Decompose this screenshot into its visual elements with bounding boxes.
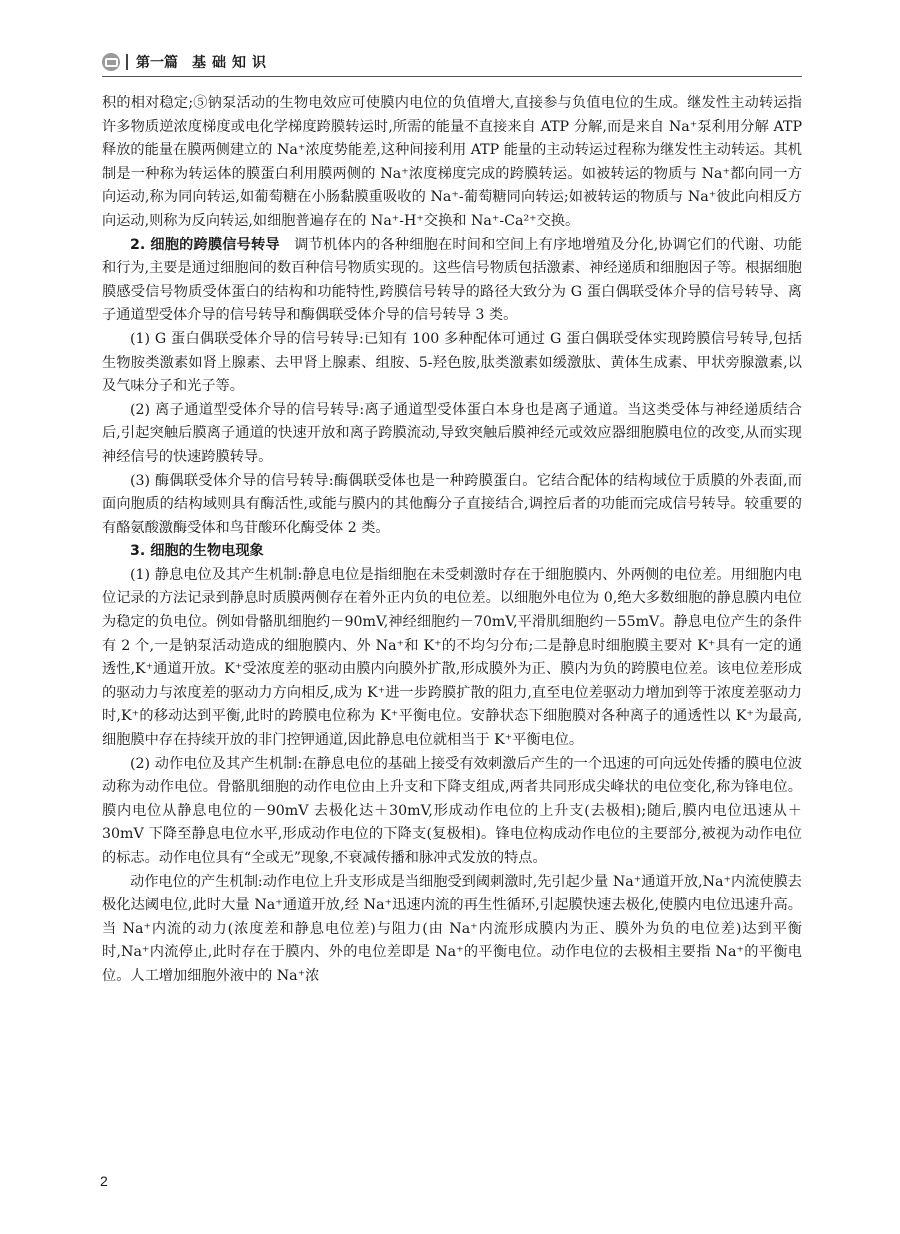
paragraph-6: (1) 静息电位及其产生机制:静息电位是指细胞在未受刺激时存在于细胞膜内、外两侧的电位差。用细胞内电位记录的方法记录到静息时质膜两侧存在着外正内负的电位差。以细胞外电位为 0,绝大多数细胞的静息膜内电位为稳定的负电位。例如骨骼肌细胞约－90mV,神经细胞约－70mV,平滑肌细胞约－55mV。静息电位产生的条件有 2 个,一是钠泵活动造成的细胞膜内、外 Na⁺和 K⁺的不均匀分布;二是静息时细胞膜主要对 K⁺具有一定的通透性,K⁺通道开放。K⁺受浓度差的驱动由膜内向膜外扩散,形成膜外为正、膜内为负的跨膜电位差。该电位差形成的驱动力与浓度差的驱动力方向相反,成为 K⁺进一步跨膜扩散的阻力,直至电位差驱动力增加到等于浓度差驱动力时,K⁺的移动达到平衡,此时的跨膜电位称为 K⁺平衡电位。安静状态下细胞膜对各种离子的通透性以 K⁺为最高,细胞膜中存在持续开放的非门控钾通道,因此静息电位就相当于 K⁺平衡电位。: [102, 566, 802, 749]
paragraph-5: (3) 酶偶联受体介导的信号转导:酶偶联受体也是一种跨膜蛋白。它结合配体的结构域位于质膜的外表面,而面向胞质的结构域则具有酶活性,或能与膜内的其他酶分子直接结合,调控后者的功能而完成信号转导。较重要的有酪氨酸激酶受体和鸟苷酸环化酶受体 2 类。: [102, 472, 802, 536]
running-header: [102, 50, 802, 74]
header-divider: [126, 54, 128, 70]
paragraph-2-text: 调节机体内的各种细胞在时间和空间上有序地增殖及分化,协调它们的代谢、功能和行为,主要是通过细胞间的数百种信号物质实现的。这些信号物质包括激素、神经递质和细胞因子等。根据细胞膜感受信号物质受体蛋白的结构和功能特性,跨膜信号转导的路径大致分为 G 蛋白偶联受体介导的信号转导、离子通道型受体介导的信号转导和酶偶联受体介导的信号转导 3 类。: [102, 236, 802, 324]
paragraph-4: (2) 离子通道型受体介导的信号转导:离子通道型受体蛋白本身也是离子通道。当这类受体与神经递质结合后,引起突触后膜离子通道的快速开放和离子跨膜流动,导致突触后膜神经元或效应器细胞膜电位的改变,从而实现神经信号的快速跨膜转导。: [102, 401, 802, 465]
paragraph-3: (1) G 蛋白偶联受体介导的信号转导:已知有 100 多种配体可通过 G 蛋白偶联受体实现跨膜信号转导,包括生物胺类激素如肾上腺素、去甲肾上腺素、组胺、5-羟色胺,肽类激素如缓激肽、黄体生成素、甲状旁腺激素,以及气味分子和光子等。: [102, 330, 802, 395]
paragraph-7: (2) 动作电位及其产生机制:在静息电位的基础上接受有效刺激后产生的一个迅速的可向远处传播的膜电位波动称为动作电位。骨骼肌细胞的动作电位由上升支和下降支组成,两者共同形成尖峰状的电位变化,称为锋电位。膜内电位从静息电位的－90mV 去极化达＋30mV,形成动作电位的上升支(去极相);随后,膜内电位迅速从＋30mV 下降至静息电位水平,形成动作电位的下降支(复极相)。锋电位构成动作电位的主要部分,被视为动作电位的标志。动作电位具有“全或无”现象,不衰减传播和脉冲式发放的特点。: [102, 755, 802, 866]
paragraph-8: 动作电位的产生机制:动作电位上升支形成是当细胞受到阈刺激时,先引起少量 Na⁺通道开放,Na⁺内流使膜去极化达阈电位,此时大量 Na⁺通道开放,经 Na⁺迅速内流的再生性循环,引起膜快速去极化,使膜内电位迅速升高。当 Na⁺内流的动力(浓度差和静息电位差)与阻力(由 Na⁺内流形成膜内为正、膜外为负的电位差)达到平衡时,Na⁺内流停止,此时存在于膜内、外的电位差即是 Na⁺的平衡电位。动作电位的去极相主要指 Na⁺的平衡电位。人工增加细胞外液中的 Na⁺浓: [102, 873, 802, 984]
paragraph-2: [102, 234, 802, 328]
paragraph-1: 积的相对稳定;⑤钠泵活动的生物电效应可使膜内电位的负值增大,直接参与负值电位的生成。继发性主动转运指许多物质逆浓度梯度或电化学梯度跨膜转运时,所需的能量不直接来自 ATP 分解,而是来自 Na⁺泵利用分解 ATP 释放的能量在膜两侧建立的 Na⁺浓度势能差,这种间接利用 ATP 能量的主动转运过程称为继发性主动转运。其机制是一种称为转运体的膜蛋白利用膜两侧的 Na⁺浓度梯度完成的跨膜转运。如被转运的物质与 Na⁺都向同一方向运动,称为同向转运,如葡萄糖在小肠黏膜重吸收的 Na⁺-葡萄糖同向转运;如被转运的物质与 Na⁺彼此向相反方向运动,则称为反向转运,如细胞普遍存在的 Na⁺-H⁺交换和 Na⁺-Ca²⁺交换。: [102, 95, 802, 229]
part-title: 基础知识: [192, 55, 272, 71]
book-logo-icon: [102, 53, 120, 71]
heading-signal-transduction: 2. 细胞的跨膜信号转导: [130, 236, 280, 253]
part-label: 第一篇: [136, 55, 178, 71]
header-rule: [102, 76, 802, 77]
page-number: 2: [100, 1173, 108, 1189]
page-body: [102, 92, 802, 989]
heading-bioelectric: 3. 细胞的生物电现象: [130, 543, 264, 560]
